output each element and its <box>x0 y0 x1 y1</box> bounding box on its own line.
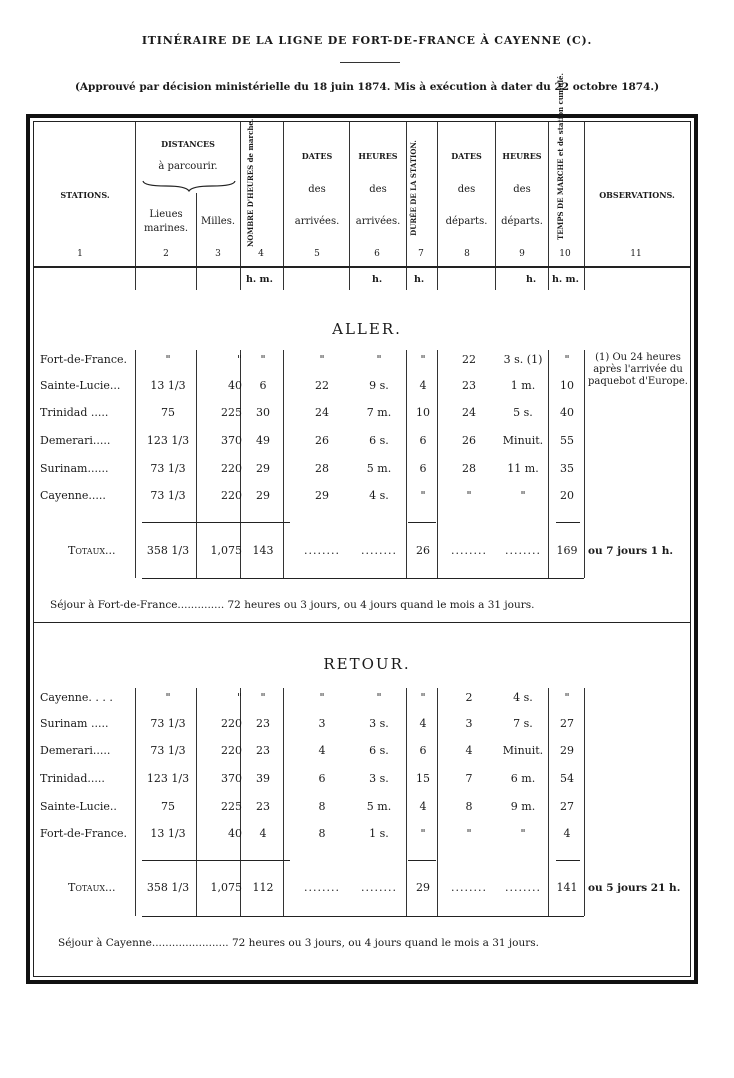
header-heures-dep: HEURES <box>502 151 542 161</box>
heure-depart-cell: 5 s. <box>513 406 533 419</box>
col-divider <box>349 122 350 290</box>
heure-arrivee-cell: 9 s. <box>369 379 389 392</box>
temps-cumule-cell: 35 <box>560 462 574 475</box>
duree-cell: 15 <box>416 772 430 785</box>
lieues-cell: 73 1/3 <box>150 462 186 475</box>
lieues-cell: 73 1/3 <box>150 489 186 502</box>
totals-row <box>0 878 734 898</box>
date-arrivee-cell: 28 <box>315 462 329 475</box>
col-number: 7 <box>418 249 424 259</box>
date-depart-cell: 26 <box>462 434 476 447</box>
heure-depart-cell: 6 m. <box>510 772 536 785</box>
total-observation: ou 7 jours 1 h. <box>588 545 674 557</box>
header-des-3: des <box>457 184 476 195</box>
date-arrivee-cell: 29 <box>315 489 329 502</box>
station-name: Trinidad ..... <box>40 406 109 419</box>
station-name: Demerari..... <box>40 434 111 447</box>
col-number: 6 <box>374 249 380 259</box>
header-rule <box>34 266 690 268</box>
approval-note: (Approuvé par décision ministérielle du 18 juin 1874. Mis à exécution à dater du 22 octobre 1874.) <box>74 81 660 93</box>
date-arrivee-cell: " <box>319 353 325 366</box>
table-row <box>0 688 734 708</box>
header-temps-marche: TEMPS DE MARCHE et de station cumulé. <box>556 73 565 240</box>
table-row <box>0 769 734 789</box>
totals-rule <box>556 860 580 861</box>
header-lieues-2: marines. <box>143 223 189 234</box>
totals-rule <box>408 860 436 861</box>
col-number: 5 <box>314 249 320 259</box>
header-duree-station: DURÉE DE LA STATION. <box>409 140 418 236</box>
page-title: ITINÉRAIRE DE LA LIGNE DE FORT-DE-FRANCE À CAYENNE (C). <box>141 34 593 47</box>
temps-cumule-cell: 20 <box>560 489 574 502</box>
header-lieues: Lieues <box>149 209 183 220</box>
station-name: Cayenne..... <box>40 489 106 502</box>
duree-cell: 6 <box>419 462 427 475</box>
date-arrivee-cell: " <box>319 691 325 704</box>
date-arrivee-cell: 24 <box>315 406 329 419</box>
milles-cell: 40 <box>228 379 242 392</box>
table-row <box>0 797 734 817</box>
lieues-cell: 73 1/3 <box>150 744 186 757</box>
dot-leader: ........ <box>451 544 487 557</box>
date-depart-cell: 7 <box>465 772 473 785</box>
col-number: 9 <box>519 249 525 259</box>
heure-arrivee-cell: 7 m. <box>366 406 392 419</box>
station-name: Trinidad..... <box>40 772 105 785</box>
header-milles: Milles. <box>200 216 236 227</box>
total-heures: 143 <box>252 544 274 557</box>
heure-depart-cell: 1 m. <box>510 379 536 392</box>
date-arrivee-cell: 4 <box>318 744 326 757</box>
duree-cell: 10 <box>416 406 430 419</box>
milles-cell: 370 <box>221 434 242 447</box>
heures-marche-cell: 23 <box>256 800 270 813</box>
temps-cumule-cell: 27 <box>560 717 574 730</box>
dot-leader: ........ <box>505 881 541 894</box>
total-lieues: 358 1/3 <box>146 544 190 557</box>
heure-depart-cell: 3 s. (1) <box>503 353 543 366</box>
unit-label: h. <box>372 274 383 285</box>
lieues-cell: 13 1/3 <box>150 379 186 392</box>
header-dates-arr: DATES <box>301 151 333 161</box>
heures-marche-cell: 6 <box>259 379 267 392</box>
milles-cell: 220 <box>221 744 242 757</box>
heure-arrivee-cell: " <box>376 353 382 366</box>
section-rule <box>142 578 584 579</box>
lieues-cell: 123 1/3 <box>146 434 190 447</box>
table-row <box>0 714 734 734</box>
heure-arrivee-cell: 5 m. <box>366 462 392 475</box>
brace-icon <box>142 180 236 192</box>
date-depart-cell: 28 <box>462 462 476 475</box>
table-row <box>0 459 734 479</box>
heure-arrivee-cell: " <box>376 691 382 704</box>
table-row <box>0 741 734 761</box>
temps-cumule-cell: 55 <box>560 434 574 447</box>
totals-rule <box>408 522 436 523</box>
section-aller-title: ALLER. <box>332 320 402 338</box>
date-arrivee-cell: 8 <box>318 827 326 840</box>
temps-cumule-cell: " <box>564 691 570 704</box>
section-divider <box>34 622 690 623</box>
duree-cell: " <box>420 691 426 704</box>
date-depart-cell: 22 <box>462 353 476 366</box>
heures-marche-cell: 4 <box>259 827 267 840</box>
duree-cell: 4 <box>419 717 427 730</box>
lieues-cell: 75 <box>161 800 175 813</box>
duree-cell: 4 <box>419 379 427 392</box>
duree-cell: " <box>420 827 426 840</box>
heure-depart-cell: " <box>520 489 526 502</box>
date-depart-cell: 23 <box>462 379 476 392</box>
date-depart-cell: 24 <box>462 406 476 419</box>
temps-cumule-cell: " <box>564 353 570 366</box>
observation-note: (1) Ou 24 heures après l'arrivée du paquebot d'Europe. <box>588 352 688 387</box>
duree-cell: 4 <box>419 800 427 813</box>
station-name: Demerari..... <box>40 744 111 757</box>
unit-label: h. m. <box>246 274 273 285</box>
lieues-cell: 123 1/3 <box>146 772 190 785</box>
table-row <box>0 486 734 506</box>
header-des-4: des <box>513 184 531 195</box>
date-arrivee-cell: 26 <box>315 434 329 447</box>
lieues-cell: 75 <box>161 406 175 419</box>
dot-leader: ........ <box>505 544 541 557</box>
station-name: Fort-de-France. <box>40 827 128 840</box>
temps-cumule-cell: 40 <box>560 406 574 419</box>
col-divider <box>240 122 241 290</box>
temps-cumule-cell: 27 <box>560 800 574 813</box>
header-departs-1: départs. <box>445 216 488 227</box>
col-number: 11 <box>630 249 642 259</box>
date-depart-cell: " <box>466 827 472 840</box>
lieues-cell: " <box>165 691 171 704</box>
date-depart-cell: " <box>466 489 472 502</box>
dot-leader: ........ <box>304 544 340 557</box>
station-name: Cayenne. . . . <box>40 691 113 704</box>
heure-arrivee-cell: 3 s. <box>369 717 389 730</box>
date-arrivee-cell: 22 <box>315 379 329 392</box>
header-des-1: des <box>308 184 326 195</box>
date-depart-cell: 4 <box>465 744 473 757</box>
col-divider <box>548 122 549 290</box>
heure-arrivee-cell: 3 s. <box>369 772 389 785</box>
milles-cell: 225 <box>221 800 242 813</box>
header-stations: STATIONS. <box>60 190 110 200</box>
unit-label: h. m. <box>552 274 579 285</box>
heures-marche-cell: 30 <box>256 406 270 419</box>
heure-arrivee-cell: 6 s. <box>369 434 389 447</box>
title-divider <box>340 62 400 63</box>
date-arrivee-cell: 8 <box>318 800 326 813</box>
heure-arrivee-cell: 1 s. <box>369 827 389 840</box>
total-observation: ou 5 jours 21 h. <box>588 882 681 894</box>
header-arrivees-2: arrivées. <box>355 216 401 227</box>
dot-leader: ........ <box>361 544 397 557</box>
station-name: Surinam...... <box>40 462 109 475</box>
header-heures-arr: HEURES <box>358 151 398 161</box>
totals-label: Totaux... <box>68 881 116 894</box>
duree-cell: " <box>420 489 426 502</box>
col-divider <box>495 122 496 290</box>
header-distances-sub: à parcourir. <box>158 161 218 172</box>
heure-depart-cell: 9 m. <box>510 800 536 813</box>
total-milles: 1,075 <box>210 881 242 894</box>
milles-cell: 40 <box>228 827 242 840</box>
dot-leader: ........ <box>304 881 340 894</box>
milles-cell: " <box>236 691 242 704</box>
col-number: 10 <box>559 249 571 259</box>
heures-marche-cell: 29 <box>256 462 270 475</box>
table-row <box>0 824 734 844</box>
section-retour-title: RETOUR. <box>323 655 411 673</box>
col-number: 8 <box>464 249 470 259</box>
heure-depart-cell: Minuit. <box>502 434 544 447</box>
heures-marche-cell: " <box>260 691 266 704</box>
heure-depart-cell: " <box>520 827 526 840</box>
duree-cell: 6 <box>419 744 427 757</box>
header-distances: DISTANCES <box>161 139 215 149</box>
milles-cell: 220 <box>221 717 242 730</box>
milles-cell: " <box>236 353 242 366</box>
col-number: 1 <box>77 249 83 259</box>
total-temps: 141 <box>556 881 578 894</box>
duree-cell: 6 <box>419 434 427 447</box>
header-departs-2: départs. <box>501 216 543 227</box>
col-number: 3 <box>215 249 221 259</box>
heure-depart-cell: Minuit. <box>502 744 544 757</box>
total-milles: 1,075 <box>210 544 242 557</box>
heure-arrivee-cell: 5 m. <box>366 800 392 813</box>
duree-cell: " <box>420 353 426 366</box>
header-dates-dep: DATES <box>451 151 482 161</box>
heure-depart-cell: 11 m. <box>507 462 539 475</box>
header-nombre-heures: NOMBRE D'HEURES de marche. <box>246 118 255 247</box>
heure-arrivee-cell: 4 s. <box>369 489 389 502</box>
col-divider <box>283 122 284 290</box>
unit-label: h. <box>414 274 425 285</box>
station-name: Surinam ..... <box>40 717 109 730</box>
heure-depart-cell: 7 s. <box>513 717 533 730</box>
total-heures: 112 <box>252 881 274 894</box>
heures-marche-cell: " <box>260 353 266 366</box>
total-duree: 26 <box>416 544 430 557</box>
station-name: Sainte-Lucie.. <box>40 800 117 813</box>
milles-cell: 370 <box>221 772 242 785</box>
sejour-fort-de-france: Séjour à Fort-de-France.............. 72 heures ou 3 jours, ou 4 jours quand le mois a 31 jours. <box>50 599 535 611</box>
date-depart-cell: 2 <box>465 691 473 704</box>
col-number: 4 <box>258 249 264 259</box>
totals-rule <box>142 522 290 523</box>
milles-cell: 220 <box>221 462 242 475</box>
total-lieues: 358 1/3 <box>146 881 190 894</box>
totals-row <box>0 541 734 561</box>
header-observations: OBSERVATIONS. <box>599 190 675 200</box>
totals-rule <box>142 860 290 861</box>
col-number: 2 <box>163 249 169 259</box>
temps-cumule-cell: 54 <box>560 772 574 785</box>
header-arrivees-1: arrivées. <box>294 216 340 227</box>
heures-marche-cell: 29 <box>256 489 270 502</box>
totals-rule <box>556 522 580 523</box>
heures-marche-cell: 23 <box>256 717 270 730</box>
temps-cumule-cell: 4 <box>563 827 571 840</box>
station-name: Sainte-Lucie... <box>40 379 121 392</box>
col-divider <box>584 122 585 290</box>
total-duree: 29 <box>416 881 430 894</box>
header-des-2: des <box>369 184 387 195</box>
sejour-cayenne: Séjour à Cayenne....................... 72 heures ou 3 jours, ou 4 jours quand le mois a 31 jours. <box>58 937 539 949</box>
col-divider <box>406 122 407 290</box>
unit-label: h. <box>526 274 537 285</box>
date-arrivee-cell: 6 <box>318 772 326 785</box>
date-depart-cell: 8 <box>465 800 473 813</box>
date-arrivee-cell: 3 <box>318 717 326 730</box>
lieues-cell: " <box>165 353 171 366</box>
table-row <box>0 431 734 451</box>
heures-marche-cell: 49 <box>256 434 270 447</box>
totals-label: Totaux... <box>68 544 116 557</box>
date-depart-cell: 3 <box>465 717 473 730</box>
heure-depart-cell: 4 s. <box>513 691 533 704</box>
section-rule <box>142 916 584 917</box>
col-divider <box>437 122 438 290</box>
total-temps: 169 <box>556 544 578 557</box>
table-row <box>0 403 734 423</box>
col-divider <box>196 193 197 290</box>
station-name: Fort-de-France. <box>40 353 128 366</box>
dot-leader: ........ <box>451 881 487 894</box>
lieues-cell: 73 1/3 <box>150 717 186 730</box>
temps-cumule-cell: 29 <box>560 744 574 757</box>
milles-cell: 220 <box>221 489 242 502</box>
lieues-cell: 13 1/3 <box>150 827 186 840</box>
temps-cumule-cell: 10 <box>560 379 574 392</box>
heures-marche-cell: 39 <box>256 772 270 785</box>
heures-marche-cell: 23 <box>256 744 270 757</box>
heure-arrivee-cell: 6 s. <box>369 744 389 757</box>
dot-leader: ........ <box>361 881 397 894</box>
milles-cell: 225 <box>221 406 242 419</box>
